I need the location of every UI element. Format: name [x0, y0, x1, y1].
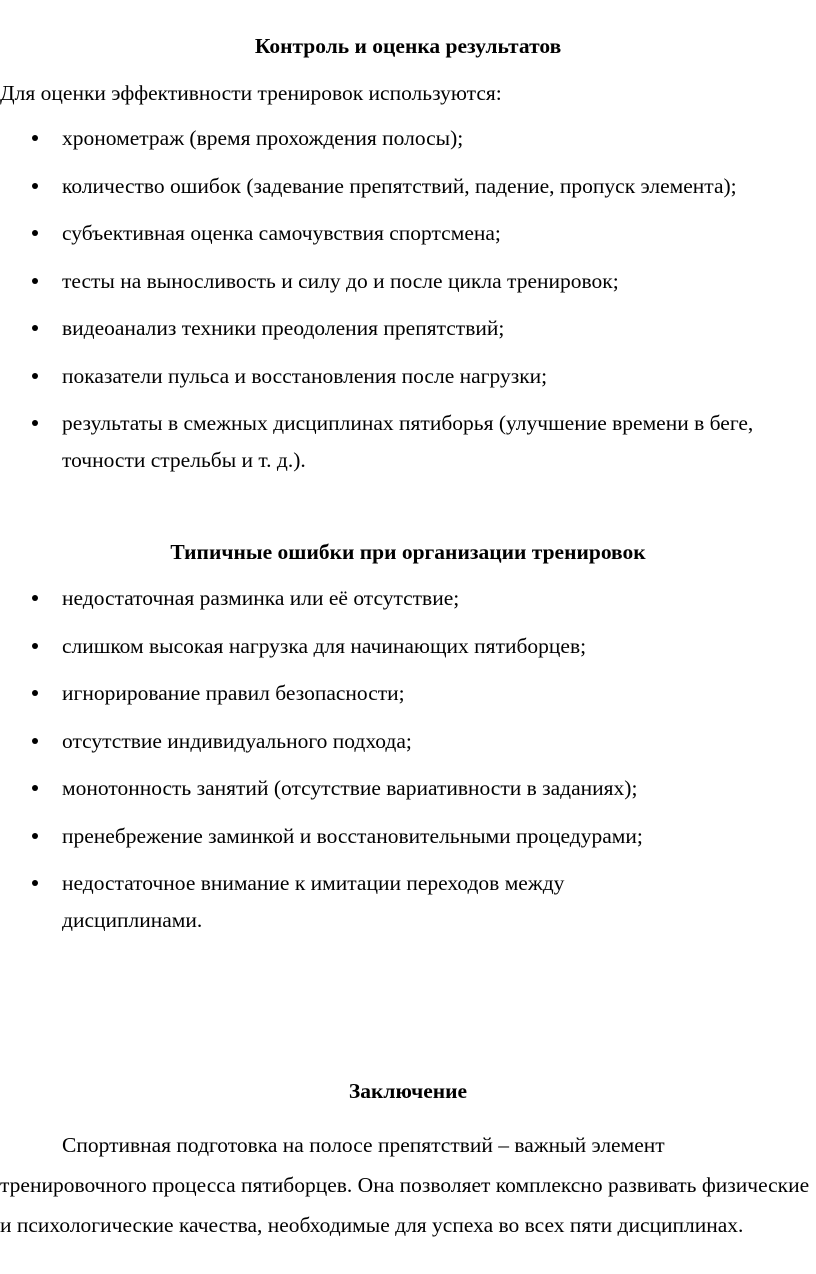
- bullet-icon: [32, 420, 38, 426]
- list-item: недостаточное внимание к имитации переходов между дисциплинами.: [0, 865, 816, 938]
- list-item: слишком высокая нагрузка для начинающих пятиборцев;: [0, 628, 816, 665]
- bullet-icon: [32, 880, 38, 886]
- list-item: результаты в смежных дисциплинах пятиборья (улучшение времени в беге, точности стрельбы и т. д.).: [0, 405, 816, 478]
- bullet-icon: [32, 690, 38, 696]
- intro-paragraph: Для оценки эффективности тренировок используются:: [0, 81, 502, 105]
- bullet-icon: [32, 135, 38, 141]
- bullet-icon: [32, 833, 38, 839]
- evaluation-methods-list: [0, 120, 816, 489]
- bullet-icon: [32, 785, 38, 791]
- list-item: недостаточная разминка или её отсутствие;: [0, 580, 816, 617]
- list-item: игнорирование правил безопасности;: [0, 675, 816, 712]
- bullet-icon: [32, 183, 38, 189]
- list-item: тесты на выносливость и силу до и после цикла тренировок;: [0, 263, 816, 300]
- list-item: монотонность занятий (отсутствие вариативности в заданиях);: [0, 770, 816, 807]
- section-title-typical-errors: Типичные ошибки при организации тренировок: [170, 540, 646, 564]
- list-item: показатели пульса и восстановления после нагрузки;: [0, 358, 816, 395]
- section-title-results-control: Контроль и оценка результатов: [254, 34, 562, 58]
- conclusion-paragraph: Спортивная подготовка на полосе препятствий – важный элемент тренировочного процесса пятиборцев. Она позволяет комплексно развивать физические и психологические качества, необходимые для успеха во всех пяти дисциплинах.: [0, 1133, 810, 1237]
- bullet-icon: [32, 230, 38, 236]
- bullet-icon: [32, 325, 38, 331]
- list-item: отсутствие индивидуального подхода;: [0, 723, 816, 760]
- list-item: видеоанализ техники преодоления препятствий;: [0, 310, 816, 347]
- bullet-icon: [32, 595, 38, 601]
- typical-errors-list: [0, 580, 816, 949]
- bullet-icon: [32, 373, 38, 379]
- section-title-conclusion: Заключение: [348, 1079, 468, 1103]
- list-item: хронометраж (время прохождения полосы);: [0, 120, 816, 157]
- bullet-icon: [32, 278, 38, 284]
- bullet-icon: [32, 738, 38, 744]
- list-item: пренебрежение заминкой и восстановительными процедурами;: [0, 818, 816, 855]
- bullet-icon: [32, 643, 38, 649]
- list-item: количество ошибок (задевание препятствий, падение, пропуск элемента);: [0, 168, 816, 205]
- list-item: субъективная оценка самочувствия спортсмена;: [0, 215, 816, 252]
